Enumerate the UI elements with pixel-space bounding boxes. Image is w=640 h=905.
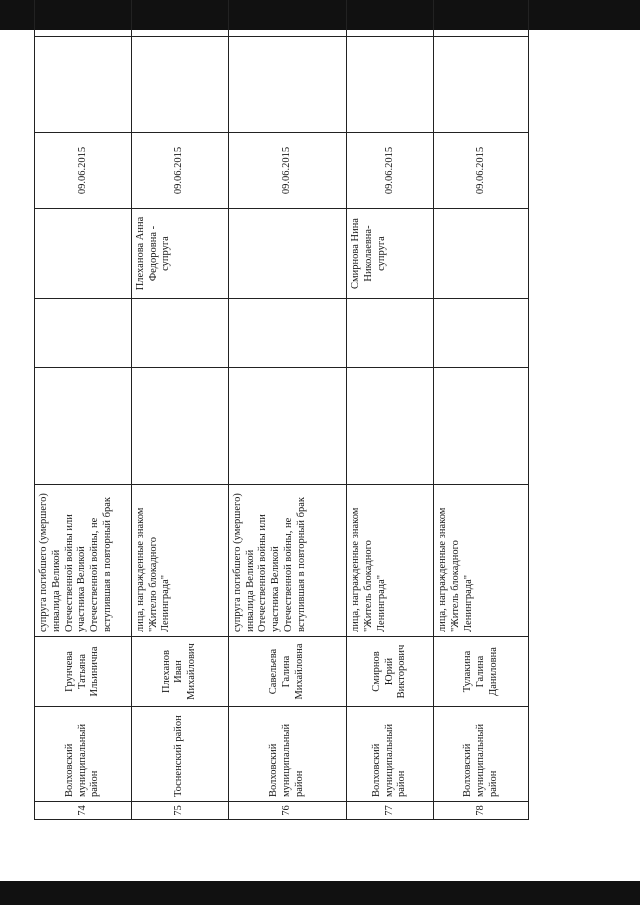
empty-cell <box>434 368 529 485</box>
rotated-page <box>34 0 529 820</box>
relative-cell: Смирнова Нина Николаевна-супруга <box>346 209 433 299</box>
relative-cell <box>434 209 529 299</box>
empty-cell <box>35 368 132 485</box>
name-cell: Тулакина Галина Даниловна <box>434 637 529 707</box>
empty-cell <box>228 368 346 485</box>
name-cell: Грунчева Татьяна Ильинична <box>35 637 132 707</box>
date-cell: 09.06.2015 <box>228 133 346 209</box>
recipients-table <box>34 0 529 820</box>
row-number: 74 <box>35 802 132 820</box>
empty-cell <box>35 37 132 133</box>
empty-cell <box>346 0 433 37</box>
table-row <box>131 0 228 820</box>
empty-cell <box>131 0 228 37</box>
date-cell: 09.06.2015 <box>35 133 132 209</box>
empty-cell <box>228 299 346 368</box>
empty-cell <box>131 37 228 133</box>
empty-cell <box>346 299 433 368</box>
table-row <box>434 0 529 820</box>
empty-cell <box>434 0 529 37</box>
category-cell: супруга погибшего (умершего) инвалида Великой Отечественной войны или участника Великой Отечественной войны, не вступившая в повторный брак <box>35 485 132 637</box>
district-cell: Волховский муниципальный район <box>434 707 529 802</box>
row-number: 75 <box>131 802 228 820</box>
row-number: 77 <box>346 802 433 820</box>
empty-cell <box>131 299 228 368</box>
district-cell: Волховский муниципальный район <box>228 707 346 802</box>
name-cell: Савельева Галина Михайловна <box>228 637 346 707</box>
relative-cell <box>35 209 132 299</box>
name-cell: Плеханов Иван Михайлович <box>131 637 228 707</box>
row-number: 78 <box>434 802 529 820</box>
district-cell: Волховский муниципальный район <box>346 707 433 802</box>
empty-cell <box>35 0 132 37</box>
empty-cell <box>434 299 529 368</box>
scan-bottom-edge <box>0 881 640 905</box>
category-cell: лица, награжденные знаком "Житель блокадного Ленинграда" <box>434 485 529 637</box>
name-cell: Смирнов Юрий Викторович <box>346 637 433 707</box>
empty-cell <box>131 368 228 485</box>
empty-cell <box>35 299 132 368</box>
date-cell: 09.06.2015 <box>346 133 433 209</box>
category-cell: лица, награжденные знаком "Житель блокадного Ленинграда" <box>346 485 433 637</box>
district-cell: Волховский муниципальный район <box>35 707 132 802</box>
empty-cell <box>346 37 433 133</box>
table-row <box>346 0 433 820</box>
empty-cell <box>434 37 529 133</box>
category-cell: лица, награжденные знаком "Жителю блокадного Ленинграда" <box>131 485 228 637</box>
category-cell: супруга погибшего (умершего) инвалида Великой Отечественной войны или участника Великой Отечественной войны, не вступившая в повторный брак <box>228 485 346 637</box>
empty-cell <box>228 0 346 37</box>
district-cell: Тосненский район <box>131 707 228 802</box>
empty-cell <box>228 37 346 133</box>
date-cell: 09.06.2015 <box>434 133 529 209</box>
empty-cell <box>346 368 433 485</box>
table-row <box>228 0 346 820</box>
relative-cell: Плеханова Анна Федоровна - супруга <box>131 209 228 299</box>
row-number: 76 <box>228 802 346 820</box>
table-row <box>35 0 132 820</box>
date-cell: 09.06.2015 <box>131 133 228 209</box>
relative-cell <box>228 209 346 299</box>
